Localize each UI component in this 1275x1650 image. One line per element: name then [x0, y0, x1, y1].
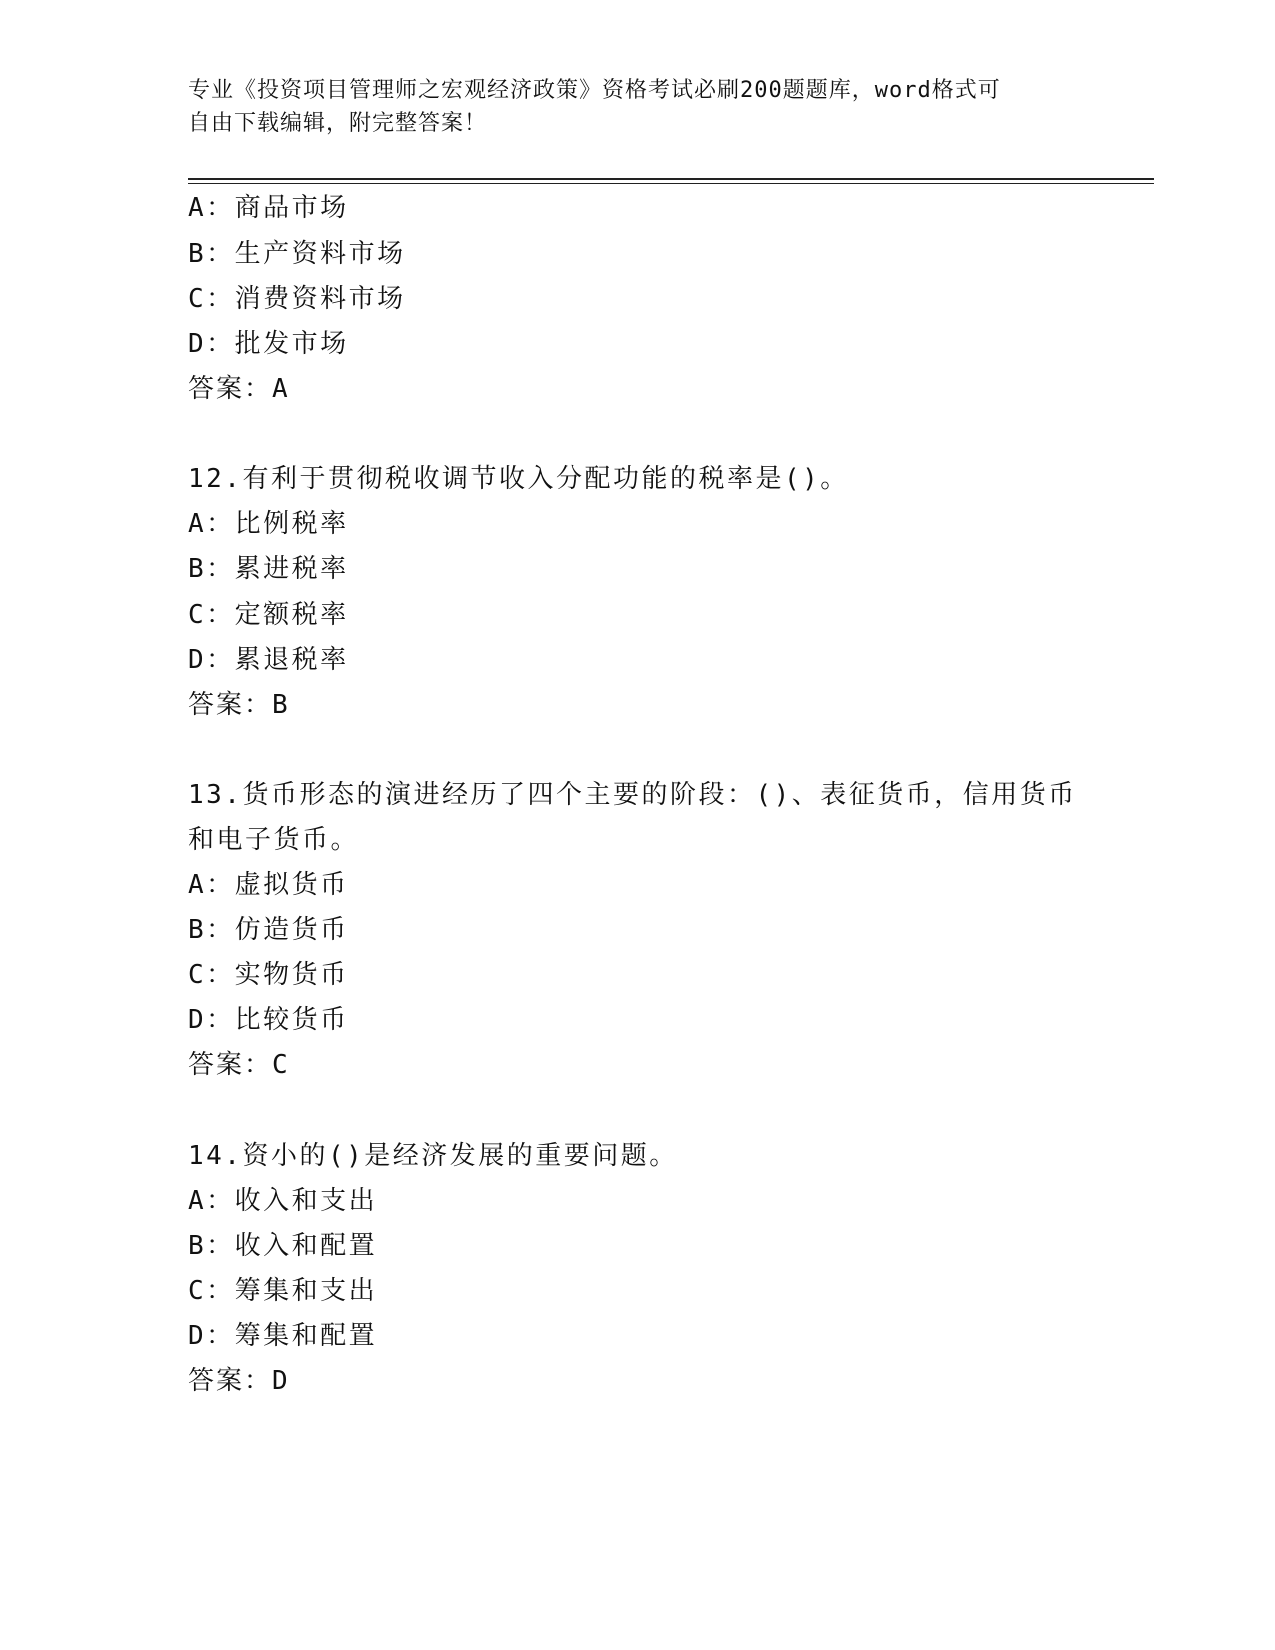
- q14-option-a: A：收入和支出: [188, 1186, 378, 1216]
- q12-option-c: C：定额税率: [188, 600, 349, 630]
- q13-option-b: B：仿造货币: [188, 915, 349, 945]
- q13-option-a: A：虚拟货币: [188, 870, 349, 900]
- q14-option-d: D：筹集和配置: [188, 1321, 378, 1351]
- q14-question: 14.资小的()是经济发展的重要问题。: [188, 1141, 678, 1171]
- answer-label: 答案：: [188, 1050, 273, 1080]
- answer-label: 答案：: [188, 690, 273, 720]
- document-header: [188, 74, 1088, 140]
- q11-option-a: A：商品市场: [188, 193, 349, 223]
- answer-value: C: [272, 1050, 288, 1080]
- q11-option-c: C：消费资料市场: [188, 284, 406, 314]
- q13-answer: [188, 1048, 288, 1082]
- answer-label: 答案：: [188, 374, 273, 404]
- q13-question-line-1: 13.货币形态的演进经历了四个主要的阶段：()、表征货币，信用货币: [188, 780, 1077, 810]
- q11-answer: [188, 372, 288, 406]
- q14-option-c: C：筹集和支出: [188, 1276, 378, 1306]
- header-divider-thick: [188, 178, 1154, 180]
- q12-option-a: A：比例税率: [188, 509, 349, 539]
- q14-answer: [188, 1364, 288, 1398]
- q12-question: 12.有利于贯彻税收调节收入分配功能的税率是()。: [188, 464, 849, 494]
- header-divider-thin: [188, 183, 1154, 184]
- q12-answer: [188, 688, 288, 722]
- header-line-1: 专业《投资项目管理师之宏观经济政策》资格考试必刷200题题库，word格式可: [188, 78, 1001, 103]
- answer-value: B: [272, 690, 288, 720]
- q11-option-b: B：生产资料市场: [188, 239, 406, 269]
- q13-option-c: C：实物货币: [188, 960, 349, 990]
- q14-option-b: B：收入和配置: [188, 1231, 378, 1261]
- q12-option-d: D：累退税率: [188, 645, 349, 675]
- header-line-2: 自由下载编辑，附完整答案！: [188, 111, 488, 136]
- answer-label: 答案：: [188, 1366, 273, 1396]
- answer-value: D: [272, 1366, 288, 1396]
- q11-option-d: D：批发市场: [188, 329, 349, 359]
- answer-value: A: [272, 374, 288, 404]
- q13-question-line-2: 和电子货币。: [188, 825, 360, 855]
- q12-option-b: B：累进税率: [188, 554, 349, 584]
- q13-option-d: D：比较货币: [188, 1005, 349, 1035]
